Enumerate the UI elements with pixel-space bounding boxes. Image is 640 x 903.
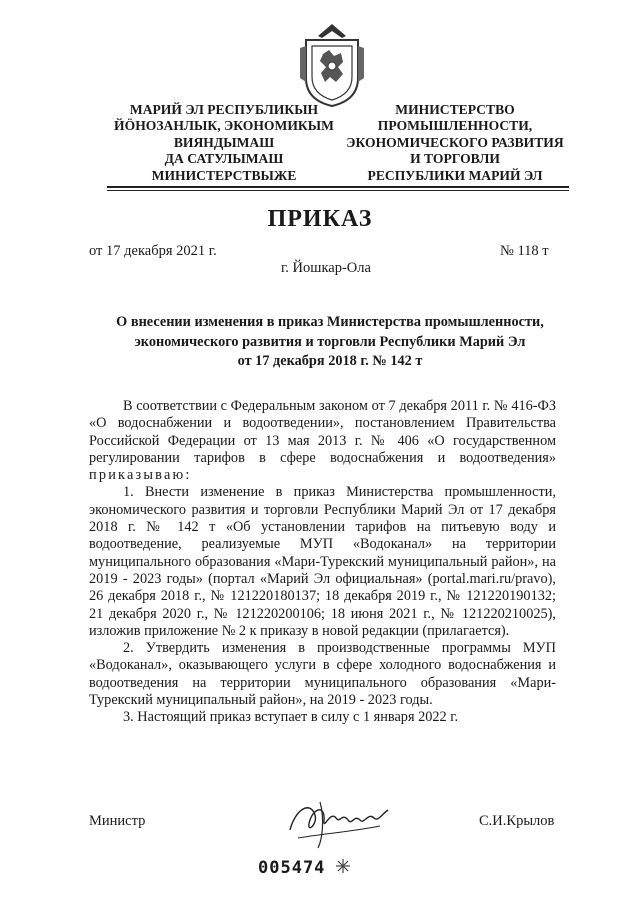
header-left-block (108, 102, 340, 184)
preamble-text: В соответствии с Федеральным законом от 7 декабря 2011 г. № 416-ФЗ «О водоснабжении и водоотведении», постановлением Правительства Российской Федерации от 13 мая 2013 г. № 406 «О государственном регулировании тарифов в сфере водоснабжения и водоотведения» (89, 398, 556, 466)
order-body (89, 398, 556, 727)
subject-line: от 17 декабря 2018 г. № 142 т (237, 353, 423, 369)
order-date: от 17 декабря 2021 г. (89, 243, 217, 259)
order-number: № 118 т (500, 243, 549, 259)
header-right-line: ЭКОНОМИЧЕСКОГО РАЗВИТИЯ (346, 134, 564, 150)
order-word: приказываю: (89, 467, 192, 484)
signatory-position: Министр (89, 813, 146, 829)
header-right-line: ПРОМЫШЛЕННОСТИ, (377, 118, 533, 134)
header-right-line: И ТОРГОВЛИ (410, 151, 500, 167)
form-serial-number: 005474 (258, 858, 326, 878)
header-divider-thick (107, 186, 569, 188)
header-left-line: МИНИСТЕРСТВЫЖЕ (151, 167, 297, 183)
document-title: ПРИКАЗ (267, 206, 373, 232)
asterisk-icon (335, 858, 351, 874)
header-left-line: ВИЯНДЫМАШ (173, 134, 275, 150)
subject-line: О внесении изменения в приказ Министерства промышленности, (116, 314, 544, 330)
preamble-paragraph (89, 398, 556, 484)
signatory-name: С.И.Крылов (479, 813, 555, 829)
item-3-paragraph: 3. Настоящий приказ вступает в силу с 1 января 2022 г. (123, 709, 459, 726)
header-divider-thin (107, 190, 569, 191)
item-1-paragraph: 1. Внести изменение в приказ Министерства промышленности, экономического развития и торговли Республики Марий Эл от 17 декабря 2018 г. № 142 т «Об установлении тарифов на питьевую воду и водоотведение, реализуемые МУП «Водоканал» на территории муниципального образования «Мари-Турекский муниципальный район», на 2019 - 2023 годы» (портал «Марий Эл официальная» (portal.mari.ru/pravo), 26 декабря 2018 г., № 121220180137; 18 декабря 2019 г., № 121220190132; 21 декабря 2020 г., № 121220200106; 18 июня 2021 г., № 121220210025), изложив приложение № 2 к приказу в новой редакции (прилагается). (89, 484, 556, 639)
header-right-block (338, 102, 572, 184)
handwritten-signature (280, 790, 400, 850)
header-right-line: РЕСПУБЛИКИ МАРИЙ ЭЛ (367, 167, 543, 183)
header-left-line: МАРИЙ ЭЛ РЕСПУБЛИКЫН (129, 102, 319, 117)
header-left-line: ДА САТУЛЫМАШ (164, 151, 284, 167)
coat-of-arms-emblem (296, 22, 368, 108)
subject-line: экономического развития и торговли Республики Марий Эл (134, 333, 526, 350)
order-subject (70, 313, 590, 372)
header-left-line: ЙӦНОЗАНЛЫК, ЭКОНОМИКЫМ (114, 118, 334, 134)
item-2-paragraph: 2. Утвердить изменения в производственные программы МУП «Водоканал», оказывающего услуги в сфере холодного водоснабжения и водоотведения на территории муниципального образования «Мари-Турекский муниципальный район», на 2019 - 2023 годы. (89, 640, 556, 709)
header-right-line: МИНИСТЕРСТВО (395, 102, 515, 117)
order-city: г. Йошкар-Ола (281, 260, 371, 276)
